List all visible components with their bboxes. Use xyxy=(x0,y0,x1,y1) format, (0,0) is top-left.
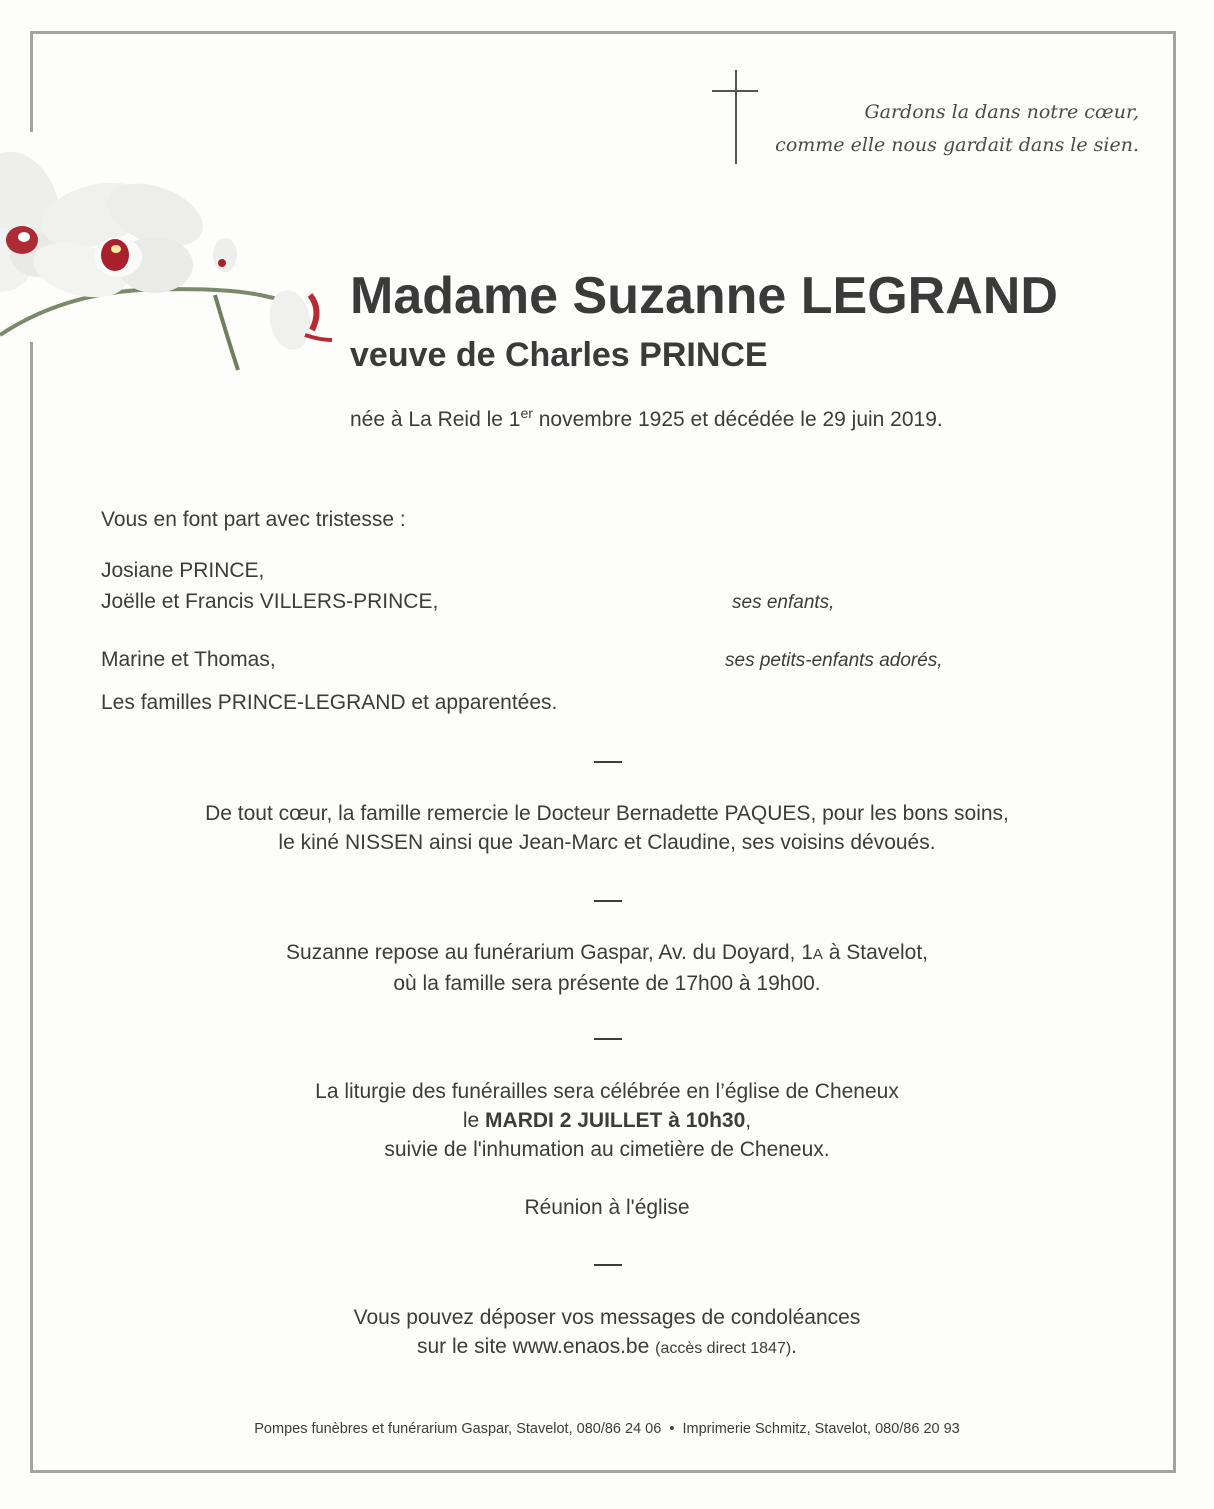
divider xyxy=(594,900,622,902)
condolences-line-1: Vous pouvez déposer vos messages de condoléances xyxy=(353,1306,861,1329)
divider xyxy=(594,1038,622,1040)
funeral-block xyxy=(0,1077,1214,1164)
thanks-line-1: De tout cœur, la famille remercie le Docteur Bernadette PAQUES, pour les bons soins, xyxy=(205,802,1009,825)
condolences-line-2 xyxy=(0,1332,1214,1363)
life-dates xyxy=(350,405,943,432)
funeral-line-1: La liturgie des funérailles sera célébrée en l’église de Cheneux xyxy=(315,1080,899,1103)
wake-block xyxy=(0,938,1214,998)
family-intro: Vous en font part avec tristesse : xyxy=(101,508,406,531)
divider xyxy=(594,1264,622,1266)
funeral-line-2 xyxy=(0,1106,1214,1135)
condolences-access-code: (accès direct 1847) xyxy=(655,1340,792,1357)
wake-city: à Stavelot, xyxy=(822,941,928,964)
deceased-name: Madame Suzanne LEGRAND xyxy=(350,267,1058,325)
dates-ordinal: er xyxy=(520,405,533,421)
funeral-date-prefix: le xyxy=(462,1109,486,1132)
memorial-quote xyxy=(775,96,1139,162)
quote-line-2: comme elle nous gardait dans le sien. xyxy=(775,134,1139,156)
extended-family: Les familles PRINCE-LEGRAND et apparentées. xyxy=(101,691,558,714)
cross-bar xyxy=(712,90,758,92)
wake-line-2: où la famille sera présente de 17h00 à 19h00. xyxy=(393,972,821,995)
thanks-block xyxy=(0,799,1214,857)
funeral-date: MARDI 2 JUILLET à 10h30 xyxy=(485,1109,746,1132)
wake-address: Suzanne repose au funérarium Gaspar, Av. du Doyard, 1 xyxy=(286,941,813,964)
wake-line-1 xyxy=(0,938,1214,969)
dates-suffix: novembre 1925 et décédée le 29 juin 2019. xyxy=(532,408,943,431)
meeting-note: Réunion à l'église xyxy=(524,1196,690,1219)
child-2: Joëlle et Francis VILLERS-PRINCE, xyxy=(101,590,439,613)
grandchildren-role: ses petits-enfants adorés, xyxy=(725,650,943,671)
child-1: Josiane PRINCE, xyxy=(101,559,265,582)
condolences-site: sur le site www.enaos.be xyxy=(416,1335,656,1358)
footer-credits: Pompes funèbres et funérarium Gaspar, Stavelot, 080/86 24 06 • Imprimerie Schmitz, Stavelot, 080/86 20 93 xyxy=(254,1421,960,1437)
condolences-suffix: . xyxy=(791,1335,798,1358)
spouse-line: veuve de Charles PRINCE xyxy=(350,336,768,374)
dates-prefix: née à La Reid le 1 xyxy=(350,408,521,431)
quote-line-1: Gardons la dans notre cœur, xyxy=(864,101,1139,123)
children-role: ses enfants, xyxy=(732,592,835,613)
funeral-line-3: suivie de l'inhumation au cimetière de Cheneux. xyxy=(384,1138,830,1161)
thanks-line-2: le kiné NISSEN ainsi que Jean-Marc et Claudine, ses voisins dévoués. xyxy=(278,831,936,854)
condolences-block xyxy=(0,1303,1214,1363)
orchid-illustration xyxy=(0,145,345,380)
grandchildren: Marine et Thomas, xyxy=(101,648,276,671)
wake-address-letter: A xyxy=(812,946,823,963)
funeral-date-suffix: , xyxy=(745,1109,752,1132)
divider xyxy=(594,761,622,763)
cross-icon xyxy=(735,70,737,164)
